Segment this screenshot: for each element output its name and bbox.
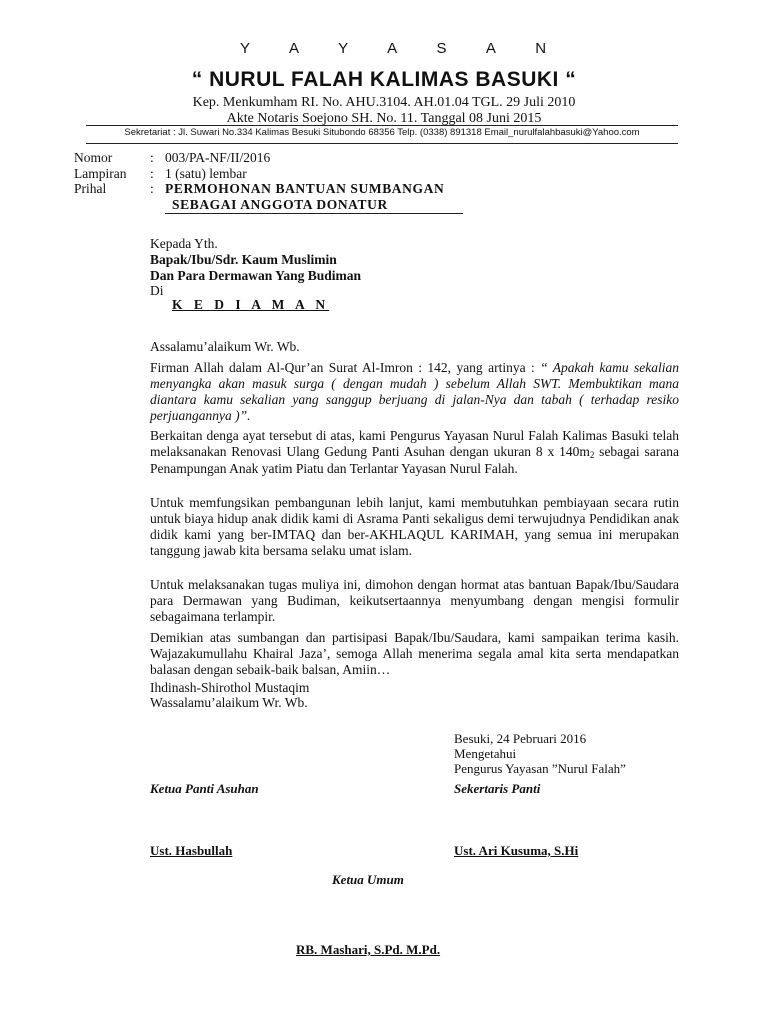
acknowledged: Mengetahui [454, 746, 517, 761]
nomor-value: 003/PA-NF/II/2016 [165, 150, 271, 165]
address-residence: K E D I A M A N [172, 297, 330, 312]
meta-lampiran [0, 166, 768, 182]
paragraph-quran-lead: Firman Allah dalam Al-Qur’an Surat Al-Imron : 142, yang artinya : [150, 360, 541, 375]
nomor-label: Nomor [74, 150, 113, 165]
prihal-value-line2: SEBAGAI ANGGOTA DONATUR [172, 197, 388, 212]
prihal-separator: : [150, 181, 154, 196]
nomor-separator: : [150, 150, 154, 165]
paragraph-funding: Untuk memfungsikan pembangunan lebih lanjut, kami membutuhkan pembiayaan secara rutin untuk biaya hidup anak didik kami di Asrama Panti sekaligus demi terwujudnya Pendidikan anak didik kami yang ber-IMTAQ dan ber-AKHLAQUL KARIMAH, yang semua ini merupakan tanggung jawab kita bersama selaku umat islam. [150, 495, 679, 558]
place-date: Besuki, 24 Pebruari 2016 [454, 731, 587, 746]
lampiran-separator: : [150, 166, 154, 181]
prihal-underline [165, 213, 463, 214]
name-general-chairman: RB. Mashari, S.Pd. M.Pd. [296, 942, 441, 957]
role-general-chairman: Ketua Umum [332, 872, 404, 887]
role-secretary: Sekertaris Panti [454, 781, 541, 796]
role-orphanage-head: Ketua Panti Asuhan [150, 781, 259, 796]
meta-prihal-cont [0, 197, 768, 213]
paragraph-thanks: Demikian atas sumbangan dan partisipasi Bapak/Ibu/Saudara, kami sampaikan terima kasih. Wajazakumullahu Khairal Jaza’, semoga Allah menerima segala amal kita serta mendapatkan balasan dengan sebaik-baik balsan, Amiin… [150, 630, 679, 677]
prihal-value-line1: PERMOHONAN BANTUAN SUMBANGAN [165, 181, 445, 196]
address-to: Kepada Yth. [150, 236, 218, 251]
meta-nomor [0, 150, 768, 166]
paragraph-quran [150, 360, 679, 424]
address-recipient-2: Dan Para Dermawan Yang Budiman [150, 268, 362, 283]
prihal-label: Prihal [74, 181, 107, 196]
address-recipient-1: Bapak/Ibu/Sdr. Kaum Muslimin [150, 252, 337, 267]
greeting: Assalamu’alaikum Wr. Wb. [150, 339, 300, 354]
paragraph-renovation-part1: Berkaitan denga ayat tersebut di atas, kami Pengurus Yayasan Nurul Falah Kalimas Basuki telah melaksanakan Renovasi Ulang Gedung Panti Asuhan dengan ukuran 8 x 140m [150, 428, 679, 459]
lampiran-label: Lampiran [74, 166, 127, 181]
paragraph-quran-quote: “ Apakah kamu sekalian menyangka akan masuk surga ( dengan mudah ) sebelum Allah SWT. Membuktikan mana diantara kamu sekalian yang sanggup berjuang di jalan-Nya dan tabah ( terhadap resiko perjuangannya )”. [150, 360, 679, 423]
closing-prayer: Ihdinash-Shirothol Mustaqim [150, 680, 310, 695]
closing-salam: Wassalamu’alaikum Wr. Wb. [150, 695, 308, 710]
board-name: Pengurus Yayasan ”Nurul Falah” [454, 761, 626, 776]
secretariat-address: Sekretariat : Jl. Suwari No.334 Kalimas Besuki Situbondo 68356 Telp. (0338) 891318 Email_nurulfalahbasuki@Yahoo.com [124, 127, 640, 138]
address-di: Di [150, 283, 164, 298]
meta-prihal [0, 181, 768, 197]
paragraph-renovation [150, 428, 679, 477]
letterhead-divider-top [86, 125, 678, 126]
name-secretary: Ust. Ari Kusuma, S.Hi [454, 843, 579, 858]
notary-line: Akte Notaris Soejono SH. No. 11. Tanggal 08 Juni 2015 [226, 111, 542, 126]
decree-line: Kep. Menkumham RI. No. AHU.3104. AH.01.04 TGL. 29 Juli 2010 [192, 95, 576, 110]
letterhead-divider-bottom [86, 143, 678, 144]
paragraph-renovation-part2: sebagai sarana Penampungan Anak yatim Piatu dan Terlantar Yayasan Nurul Falah. [150, 444, 679, 476]
lampiran-value: 1 (satu) lembar [165, 166, 247, 181]
name-orphanage-head: Ust. Hasbullah [150, 843, 233, 858]
paragraph-renovation-sub: 2 [589, 450, 595, 460]
paragraph-request: Untuk melaksanakan tugas muliya ini, dimohon dengan hormat atas bantuan Bapak/Ibu/Saudara para Dermawan yang Budiman, keikutsertaannya menyumbang dengan mengisi formulir sebagaimana terlampir. [150, 577, 679, 624]
foundation-name: “ NURUL FALAH KALIMAS BASUKI “ [191, 68, 577, 91]
foundation-label: Y A Y A S A N [239, 40, 565, 57]
